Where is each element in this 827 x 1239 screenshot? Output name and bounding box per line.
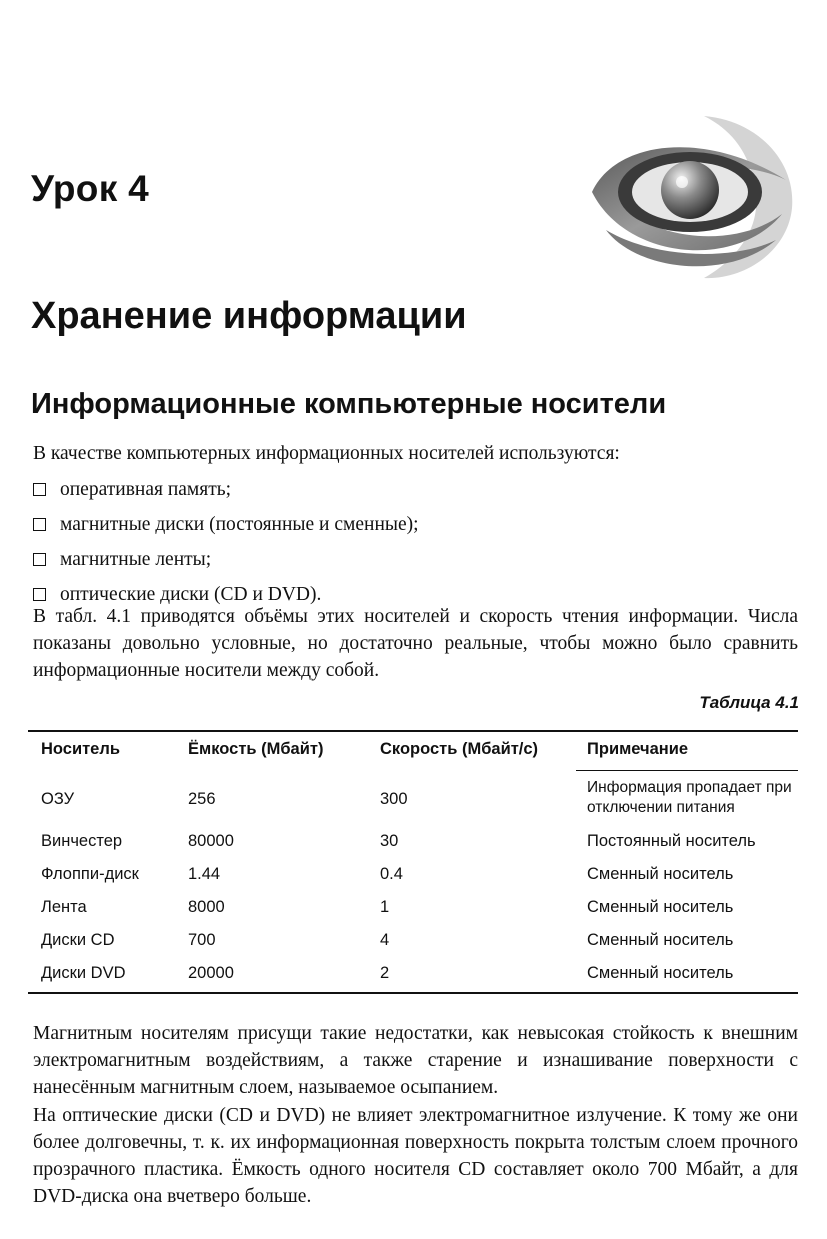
table-cell: 4 <box>380 931 390 949</box>
checkbox-bullet-icon <box>33 553 46 566</box>
table-cell: 1 <box>380 898 390 916</box>
table-cell: Диски CD <box>41 931 115 949</box>
checkbox-bullet-icon <box>33 518 46 531</box>
table-cell: 20000 <box>188 964 234 982</box>
table-cell: 1.44 <box>188 865 221 883</box>
lesson-number: Урок 4 <box>31 168 149 209</box>
table-header: Ёмкость (Мбайт) <box>188 740 324 758</box>
table-cell: Сменный носитель <box>587 964 734 982</box>
table-cell: Информация пропадает при отключении питания <box>587 779 792 816</box>
table-cell: Сменный носитель <box>587 898 734 916</box>
table-cell: 300 <box>380 790 408 808</box>
table-cell: Постоянный носитель <box>587 832 756 850</box>
table-cell: Винчестер <box>41 832 123 850</box>
table-cell: 700 <box>188 931 216 949</box>
chapter-title: Хранение информации <box>31 295 467 337</box>
table-caption: Таблица 4.1 <box>699 693 799 712</box>
checkbox-bullet-icon <box>33 588 46 601</box>
table-cell: Диски DVD <box>41 964 126 982</box>
table-cell: Сменный носитель <box>587 865 734 883</box>
list-item: оптические диски (CD и DVD). <box>33 577 419 612</box>
intro-text: В качестве компьютерных информационных носителей используются: <box>33 443 620 464</box>
paragraph: Магнитным носителям присущи такие недостатки, как невысокая стойкость к внешним электромагнитным воздействиям, а также старение и изнашивание поверхности с нанесённым магнитным слоем, называемое осыпанием. <box>33 1023 798 1098</box>
table-header-rule <box>576 770 798 771</box>
eye-logo-icon <box>586 110 800 284</box>
list-item: магнитные диски (постоянные и сменные); <box>33 507 419 542</box>
table-top-rule <box>28 730 798 732</box>
table-header: Носитель <box>41 740 120 758</box>
media-list <box>33 472 419 612</box>
paragraph: На оптические диски (CD и DVD) не влияет электромагнитное излучение. К тому же они более долговечны, т. к. их информационная поверхность покрыта толстым слоем прочного прозрачного пластика. Ёмкость одного носителя CD составляет около 700 Мбайт, а для DVD-диска она вчетверо больше. <box>33 1105 798 1207</box>
table-header: Примечание <box>587 740 689 758</box>
table-bottom-rule <box>28 992 798 994</box>
checkbox-bullet-icon <box>33 483 46 496</box>
paragraph: В табл. 4.1 приводятся объёмы этих носителей и скорость чтения информации. Числа показаны довольно условные, но достаточно реальные, чтобы можно было сравнить информационные носители между собой. <box>33 606 798 681</box>
table-cell: 80000 <box>188 832 234 850</box>
table-cell: 2 <box>380 964 390 982</box>
table-cell: Флоппи-диск <box>41 865 139 883</box>
section-title: Информационные компьютерные носители <box>31 388 667 420</box>
list-item: магнитные ленты; <box>33 542 419 577</box>
list-item: оперативная память; <box>33 472 419 507</box>
table-cell: 30 <box>380 832 399 850</box>
table-cell: ОЗУ <box>41 790 75 808</box>
table-cell: 256 <box>188 790 216 808</box>
table-cell: Лента <box>41 898 87 916</box>
table-cell: 0.4 <box>380 865 403 883</box>
table-cell: 8000 <box>188 898 225 916</box>
table-cell: Сменный носитель <box>587 931 734 949</box>
table-header: Скорость (Мбайт/с) <box>380 740 539 758</box>
